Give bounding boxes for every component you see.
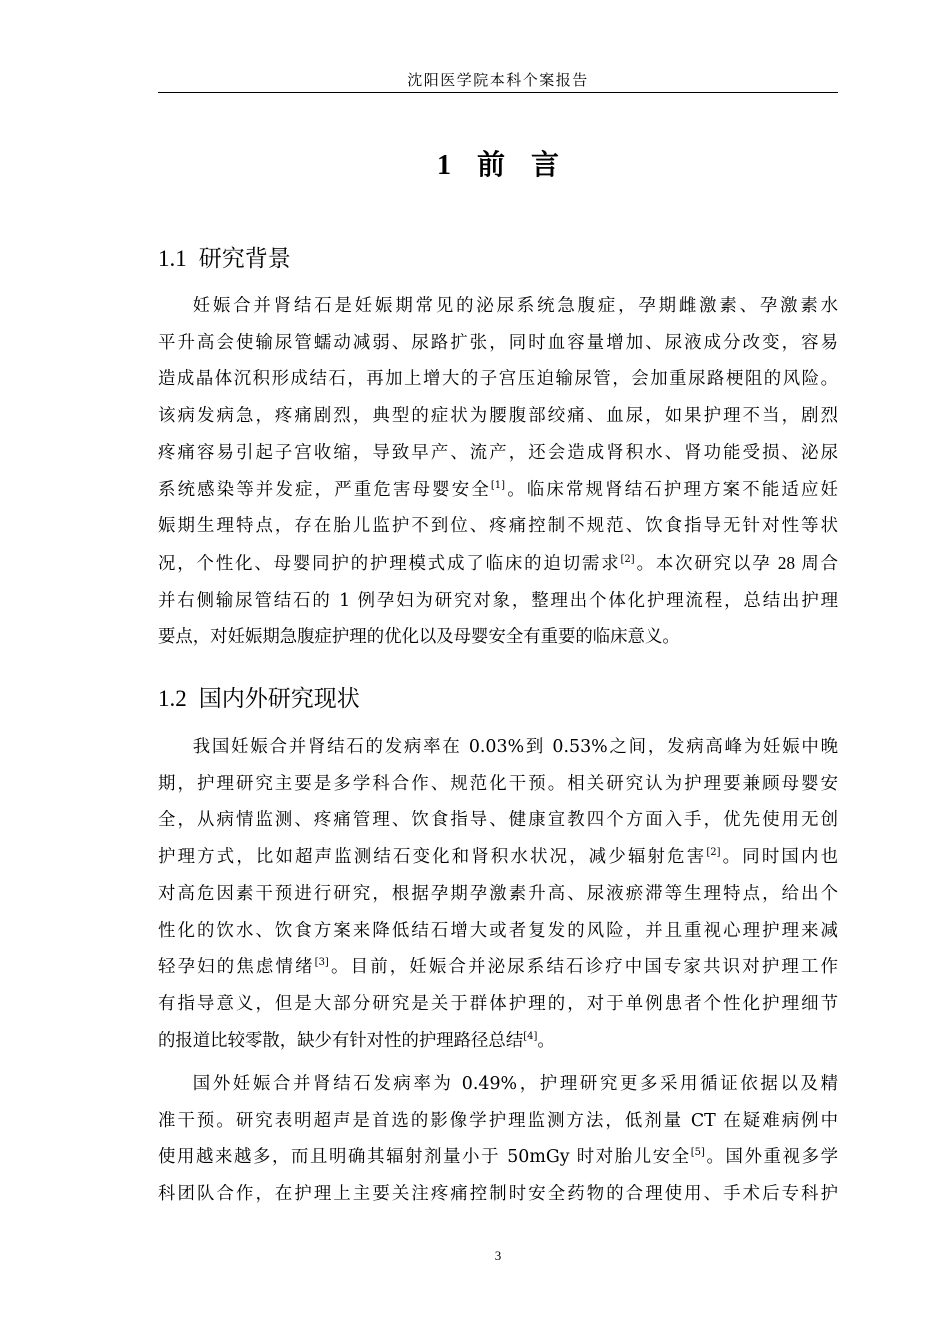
text-line: 科团队合作，在护理上主要关注疼痛控制时安全药物的合理使用、手术后专科护 xyxy=(158,1184,838,1205)
chapter-number: 1 xyxy=(436,150,451,181)
paragraph-research-background xyxy=(158,288,838,656)
text-line: 疼痛容易引起子宫收缩，导致早产、流产，还会造成肾积水、肾功能受损、泌尿 xyxy=(158,442,838,463)
section-title: 国内外研究现状 xyxy=(198,686,360,712)
chapter-title xyxy=(158,143,838,183)
citation: [1] xyxy=(490,479,506,491)
citation: [3] xyxy=(314,957,329,969)
citation: [2] xyxy=(706,847,721,859)
section-heading-1-1 xyxy=(158,240,291,273)
citation: [5] xyxy=(690,1147,705,1159)
text-line: 性化的饮水、饮食方案来降低结石增大或者复发的风险，并且重视心理护理来减 xyxy=(158,920,838,941)
section-title: 研究背景 xyxy=(198,246,291,272)
text-line: 护理方式，比如超声监测结石变化和肾积水状况，减少辐射危害[2]。同时国内也 xyxy=(158,847,838,868)
text-line: 该病发病急，疼痛剧烈，典型的症状为腰腹部绞痛、血尿，如果护理不当，剧烈 xyxy=(158,406,838,427)
text-line: 造成晶体沉积形成结石，再加上增大的子宫压迫输尿管，会加重尿路梗阻的风险。 xyxy=(158,369,838,390)
text-line: 使用越来越多，而且明确其辐射剂量小于 50mGy 时对胎儿安全[5]。国外重视多学 xyxy=(158,1147,838,1168)
text-line: 要点，对妊娠期急腹症护理的优化以及母婴安全有重要的临床意义。 xyxy=(158,627,680,648)
citation: [4] xyxy=(523,1030,538,1042)
citation: [2] xyxy=(620,553,635,565)
section-number: 1.2 xyxy=(158,686,187,711)
text-line: 系统感染等并发症，严重危害母婴安全[1]。临床常规肾结石护理方案不能适应妊 xyxy=(158,479,838,500)
chapter-title-part1: 前 xyxy=(476,148,505,181)
text-line: 我国妊娠合并肾结石的发病率在 0.03%到 0.53%之间，发病高峰为妊娠中晚 xyxy=(192,737,838,757)
section-heading-1-2 xyxy=(158,680,360,713)
text-line: 对高危因素干预进行研究，根据孕期孕激素升高、尿液瘀滞等生理特点，给出个 xyxy=(158,883,838,904)
text-line: 有指导意义，但是大部分研究是关于群体护理的，对于单例患者个性化护理细节 xyxy=(158,993,838,1014)
text-line: 并右侧输尿管结石的 1 例孕妇为研究对象，整理出个体化护理流程，总结出护理 xyxy=(158,590,838,611)
chapter-title-part2: 言 xyxy=(531,148,560,181)
text-line: 的报道比较零散，缺少有针对性的护理路径总结[4]。 xyxy=(158,1030,555,1051)
paragraph-foreign-research xyxy=(158,1066,838,1213)
text-line: 况，个性化、母婴同护的护理模式成了临床的迫切需求[2]。本次研究以孕 28 周合 xyxy=(158,552,838,574)
text-line: 准干预。研究表明超声是首选的影像学护理监测方法，低剂量 CT 在疑难病例中 xyxy=(158,1110,838,1131)
paragraph-domestic-research xyxy=(158,729,838,1059)
section-number: 1.1 xyxy=(158,246,187,271)
text-line: 全，从病情监测、疼痛管理、饮食指导、健康宣教四个方面入手，优先使用无创 xyxy=(158,810,838,831)
text-line: 娠期生理特点，存在胎儿监护不到位、疼痛控制不规范、饮食指导无针对性等状 xyxy=(158,516,838,537)
text-line: 平升高会使输尿管蠕动减弱、尿路扩张，同时血容量增加、尿液成分改变，容易 xyxy=(158,332,838,353)
page-header xyxy=(158,66,838,93)
text-line: 国外妊娠合并肾结石发病率为 0.49%，护理研究更多采用循证依据以及精 xyxy=(192,1074,838,1094)
text-line: 妊娠合并肾结石是妊娠期常见的泌尿系统急腹症，孕期雌激素、孕激素水 xyxy=(192,296,838,316)
header-title: 沈阳医学院本科个案报告 xyxy=(407,71,589,89)
page-number: 3 xyxy=(494,1248,502,1263)
text-line: 轻孕妇的焦虑情绪[3]。目前，妊娠合并泌尿系结石诊疗中国专家共识对护理工作 xyxy=(158,957,838,978)
text-line: 期，护理研究主要是多学科合作、规范化干预。相关研究认为护理要兼顾母婴安 xyxy=(158,773,838,794)
